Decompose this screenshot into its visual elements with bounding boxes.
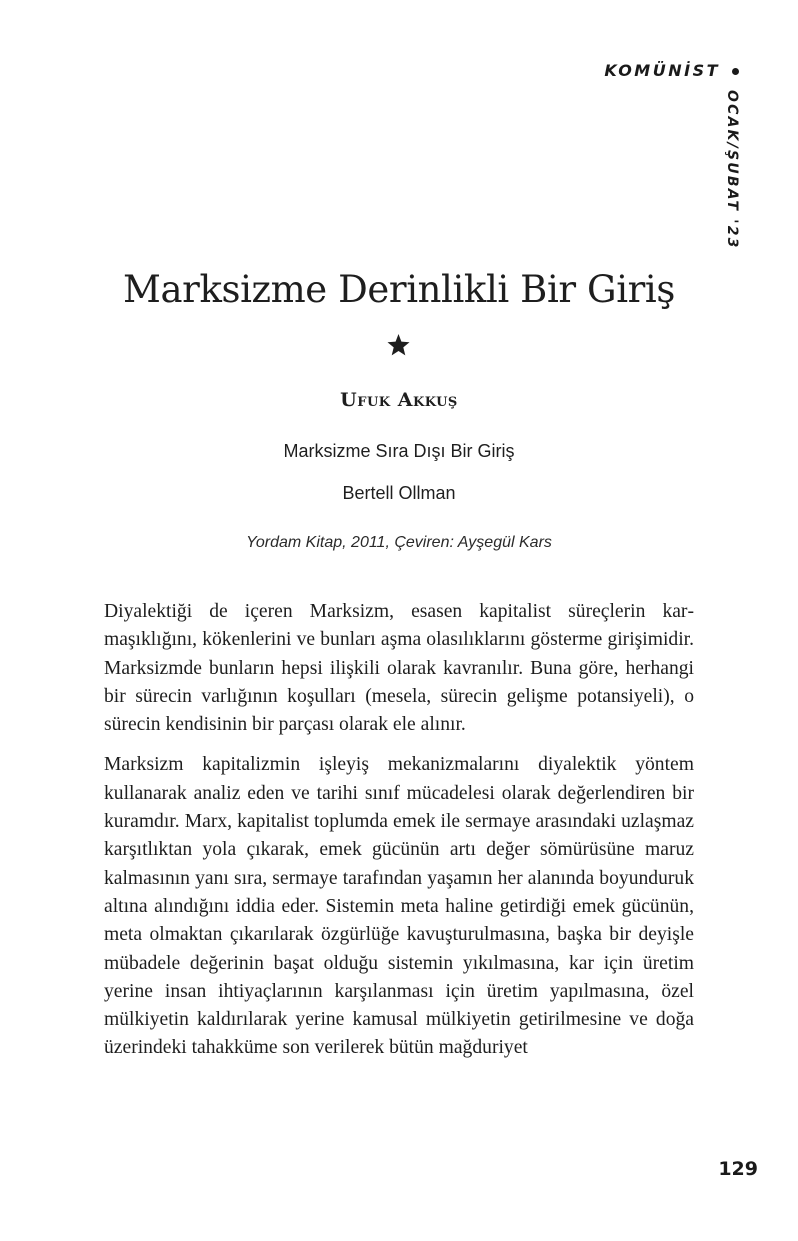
paragraph: Diyalektiği de içeren Marksizm, esasen kapitalist süreçlerin karmaşıklığını, kökenlerini ve bunları aşma olasılıklarını gösterme girişimidir. Marksizmde bunların hepsi ilişkili olarak kavranılır. Buna göre, herhangi bir sürecin varlığının koşulları (mesela, sürecin gelişme potansiyeli), o sürecin kendisinin bir parçası olarak ele alınır. — [104, 601, 694, 736]
issue-date: OCAK/ŞUBAT '23 — [724, 90, 740, 250]
page-number: 129 — [718, 1158, 758, 1180]
book-publication-info: Yordam Kitap, 2011, Çeviren: Ayşegül Kars — [246, 534, 552, 551]
star-icon — [386, 333, 411, 357]
article-author: Ufuk Akkuş — [340, 389, 458, 411]
magazine-name: KOMÜNİST — [604, 61, 720, 80]
article-body — [104, 598, 694, 1075]
book-title: Marksizme Sıra Dışı Bir Giriş — [283, 441, 515, 461]
article-title: Marksizme Derinlikli Bir Giriş — [123, 268, 675, 311]
header-dot-icon — [732, 68, 739, 75]
book-author: Bertell Ollman — [342, 483, 456, 503]
paragraph: Marksizm kapitalizmin işleyiş mekanizmalarını diyalektik yöntem kullanarak analiz eden ve tarihi sınıf mücadelesi olarak değerlendiren bir kuramdır. Marx, kapitalist toplumda emek ile sermaye arasındaki uzlaşmaz karşıtlıktan yola çıkarak, emek gücünün artı değer sömürüsüne maruz kalmasının yanı sıra, sermaye tarafından yaşamın her alanında boyunduruk altına alındığını iddia eder. Sistemin meta haline getirdiği emek gücünün, meta olmaktan çıkarılarak özgürlüğe kavuşturulmasına, başka bir deyişle mübadele değerinin başat olduğu sistemin yıkılmasına, kar için üretim yerine insan ihtiyaçlarının karşılanması için üretim yapılmasına, özel mülkiyetin kaldırılarak yerine kamusal mülkiyetin getirilmesine ve doğa üzerindeki tahakküme son verilerek bütün mağduriyet — [104, 754, 694, 1059]
